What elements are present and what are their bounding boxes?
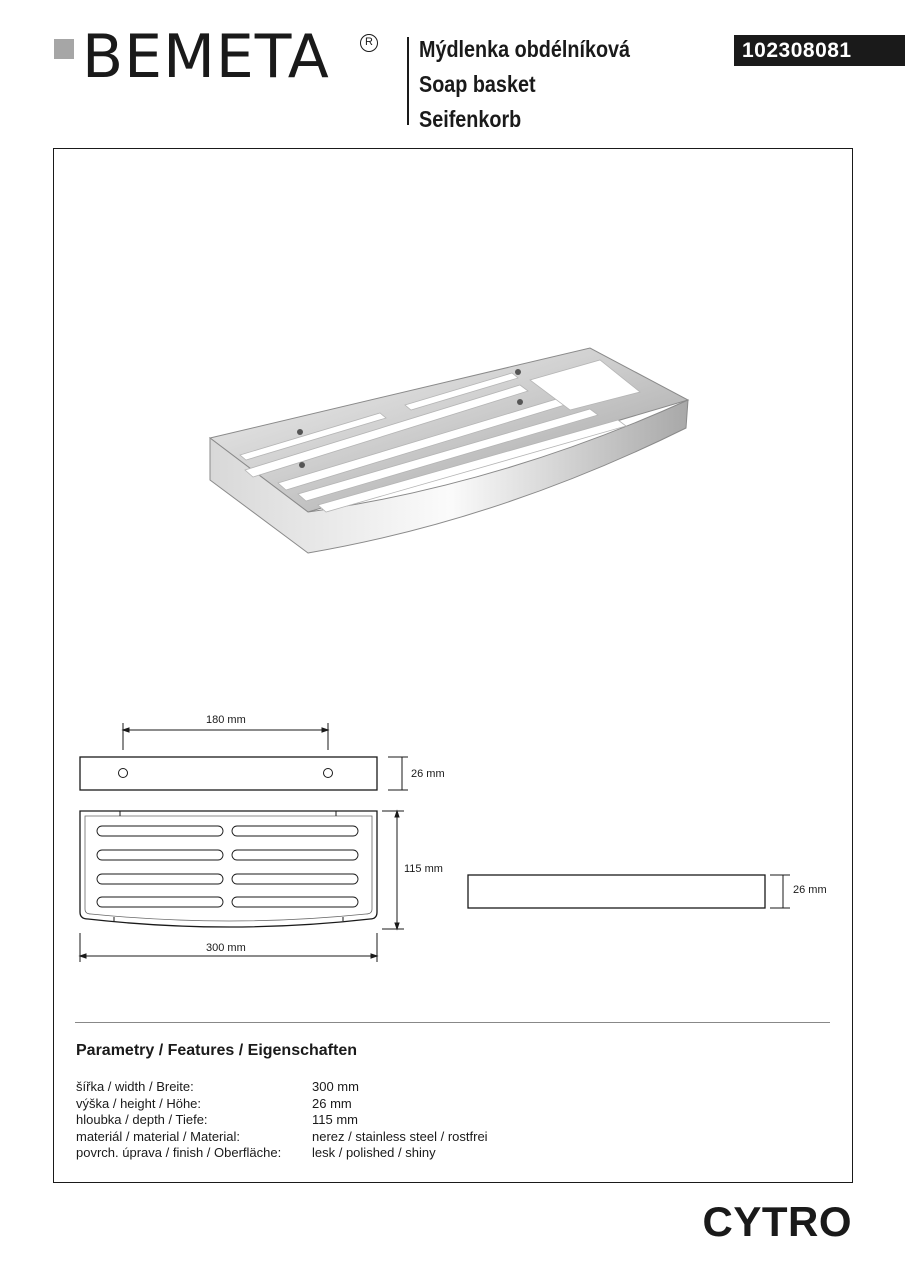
product-code-badge: 102308081 [734, 35, 905, 66]
features-heading: Parametry / Features / Eigenschaften [76, 1042, 357, 1059]
feature-value: 115 mm [312, 1112, 358, 1127]
top-view-drawing [80, 723, 408, 790]
title-english: Soap basket [419, 71, 536, 97]
dim-26mm-side: 26 mm [793, 884, 827, 896]
brand-logo: BEMETA [82, 22, 330, 92]
dim-26mm-front: 26 mm [411, 768, 445, 780]
feature-value: nerez / stainless steel / rostfrei [312, 1128, 488, 1144]
series-name: CYTRO [702, 1198, 852, 1245]
dim-300mm: 300 mm [206, 942, 246, 954]
product-photo [210, 348, 688, 553]
dim-180mm: 180 mm [206, 714, 246, 726]
registered-mark: R [360, 34, 378, 52]
feature-value: 26 mm [312, 1095, 352, 1111]
feature-label: povrch. úprava / finish / Oberfläche: [76, 1145, 282, 1160]
feature-label: hloubka / depth / Tiefe: [76, 1112, 208, 1127]
feature-label: výška / height / Höhe: [76, 1095, 202, 1111]
plan-view-drawing [80, 811, 404, 962]
feature-label: šířka / width / Breite: [76, 1079, 194, 1094]
feature-value: 300 mm [312, 1079, 359, 1094]
section-divider [75, 1022, 830, 1023]
feature-value: lesk / polished / shiny [312, 1145, 436, 1160]
feature-label: materiál / material / Material: [76, 1128, 240, 1144]
title-german: Seifenkorb [419, 106, 522, 132]
side-view-drawing [468, 875, 790, 908]
dim-115mm: 115 mm [404, 863, 443, 875]
title-czech: Mýdlenka obdélníková [419, 36, 631, 62]
